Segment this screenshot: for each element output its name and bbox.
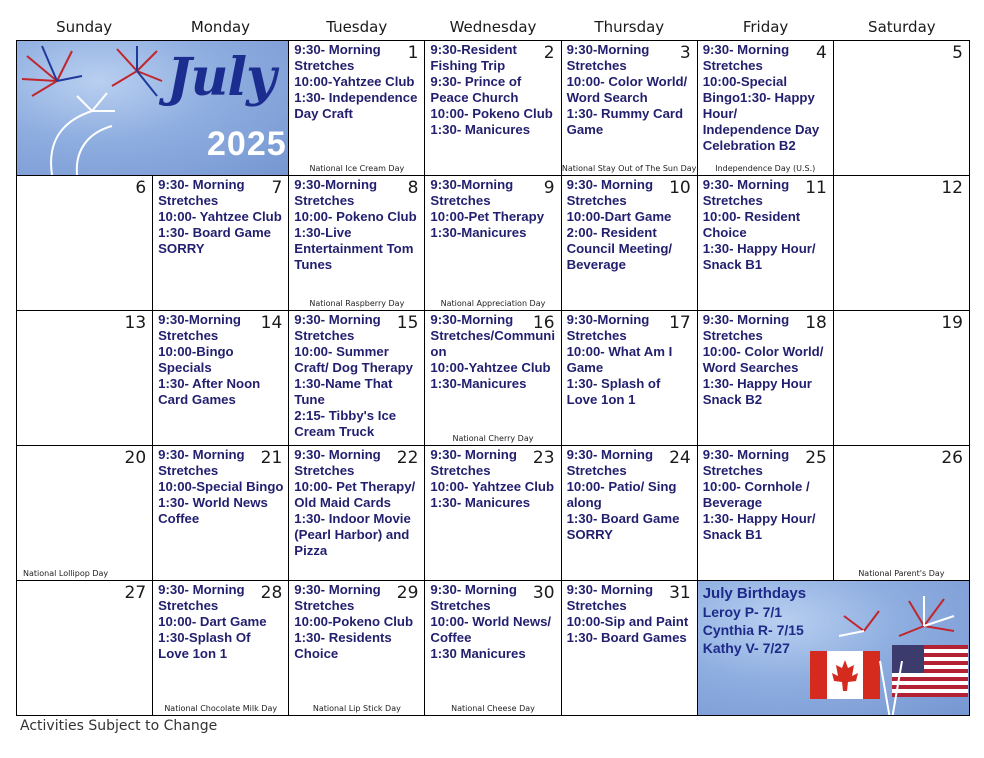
day-number: 9 (543, 178, 555, 198)
event-item: 9:30- Morning Stretches (430, 582, 517, 613)
birthday-entry: Cynthia R- 7/15 (702, 622, 804, 638)
day-number: 10 (669, 178, 691, 198)
event-item: 1:30 Manicures (430, 646, 526, 661)
day-cell-29 (289, 581, 425, 716)
day-number: 15 (396, 313, 419, 333)
day-cell-5 (834, 41, 970, 176)
event-item: 9:30- Morning Stretches (294, 447, 381, 478)
event-item: 9:30- Morning Stretches (702, 42, 790, 73)
event-item: 9:30- Morning Stretches (158, 582, 245, 613)
day-number: 21 (260, 448, 283, 468)
event-item: 9:30- Morning Stretches (566, 447, 654, 478)
event-item: 10:00- Color World/ Word Search (566, 74, 688, 105)
day-cell-21 (153, 446, 289, 581)
day-cell-9 (425, 176, 561, 311)
event-list (294, 42, 420, 122)
day-cell-13 (17, 311, 153, 446)
event-list (567, 582, 693, 646)
event-item: 10:00- Cornhole / Beverage (702, 479, 810, 510)
day-number: 20 (124, 448, 147, 468)
day-number: 11 (805, 178, 827, 198)
day-cell-4 (698, 41, 834, 176)
day-cell-10 (562, 176, 698, 311)
day-cell-3 (562, 41, 698, 176)
day-number: 18 (805, 313, 827, 333)
event-list (567, 312, 693, 408)
event-item: 1:30- Board Games (566, 630, 687, 645)
event-item: 1:30- Manicures (430, 495, 531, 510)
event-item: 9:30- Prince of Peace Church (430, 74, 522, 105)
day-cell-25 (698, 446, 834, 581)
weekday-sunday: Sunday (56, 18, 113, 36)
event-item: 1:30-Name That Tune (294, 376, 393, 407)
day-cell-19 (834, 311, 970, 446)
event-item: 1:30- World News Coffee (158, 495, 268, 526)
day-cell-24 (562, 446, 698, 581)
day-cell-12 (834, 176, 970, 311)
holiday-label: National Ice Cream Day (309, 164, 405, 173)
event-item: 10:00-Pet Therapy (430, 209, 545, 224)
day-number: 4 (816, 43, 827, 63)
event-list (430, 177, 556, 241)
event-list (294, 582, 420, 662)
event-item: 10:00-Bingo Specials (158, 344, 234, 375)
day-cell-1 (289, 41, 425, 176)
event-item: 1:30- After Noon Card Games (158, 376, 261, 407)
weekday-wednesday: Wednesday (449, 18, 537, 36)
day-cell-26 (834, 446, 970, 581)
day-cell-7 (153, 176, 289, 311)
event-item: 1:30- Happy Hour/ Snack B1 (702, 241, 816, 272)
event-item: 1:30- Board Game SORRY (566, 511, 680, 542)
birthdays-panel (698, 581, 970, 716)
day-number: 31 (669, 583, 691, 603)
event-list (158, 582, 284, 662)
day-number: 12 (941, 178, 963, 198)
event-item: 10:00-Yahtzee Club (430, 360, 551, 375)
event-list (158, 447, 284, 527)
event-item: 9:30- Morning Stretches (294, 312, 381, 343)
day-number: 29 (396, 583, 419, 603)
event-item: 10:00- Pokeno Club (430, 106, 553, 121)
event-item: 10:00- Yahtzee Club (158, 209, 282, 224)
event-item: 9:30-Morning Stretches (430, 177, 514, 208)
event-item: 1:30- Indoor Movie (Pearl Harbor) and Pizza (294, 511, 411, 558)
day-cell-20 (17, 446, 153, 581)
event-list (703, 312, 829, 408)
event-list (703, 177, 829, 273)
event-list (430, 582, 556, 662)
day-number: 1 (407, 43, 419, 63)
event-list (430, 42, 556, 138)
event-item: 1:30-Live Entertainment Tom Tunes (294, 225, 414, 272)
event-item: 9:30- Morning Stretches (566, 582, 654, 613)
holiday-label: National Lollipop Day (23, 569, 109, 578)
event-item: 2:00- Resident Council Meeting/ Beverage (566, 225, 673, 272)
event-list (567, 177, 693, 273)
birthday-entry: Leroy P- 7/1 (702, 604, 783, 620)
day-number: 5 (952, 43, 963, 63)
event-list (430, 312, 556, 392)
event-item: 10:00-Dart Game (566, 209, 672, 224)
day-cell-16 (425, 311, 561, 446)
day-number: 22 (396, 448, 419, 468)
holiday-label: National Stay Out of The Sun Day (561, 164, 697, 173)
day-number: 26 (941, 448, 963, 468)
event-list (703, 447, 829, 543)
event-item: 9:30- Morning Stretches (702, 447, 790, 478)
day-number: 3 (679, 43, 691, 63)
day-cell-2 (425, 41, 561, 176)
event-item: 9:30-Morning Stretches (294, 177, 378, 208)
month-banner (17, 41, 289, 176)
weekday-tuesday: Tuesday (326, 18, 388, 36)
calendar-grid (16, 40, 970, 716)
holiday-label: National Chocolate Milk Day (164, 704, 278, 713)
day-number: 19 (941, 313, 963, 333)
event-item: 10:00- Summer Craft/ Dog Therapy (294, 344, 413, 375)
event-item: 9:30-Morning Stretches/Communi on (430, 312, 555, 359)
weekday-saturday: Saturday (868, 18, 936, 36)
fireworks-icon (17, 41, 167, 175)
event-item: 10:00-Special Bingo1:30- Happy Hour/ Independence Day Celebration B2 (702, 74, 820, 153)
day-cell-23 (425, 446, 561, 581)
day-cell-31 (562, 581, 698, 716)
event-list (294, 177, 420, 273)
day-cell-22 (289, 446, 425, 581)
event-item: 10:00- Dart Game (158, 614, 267, 629)
event-item: 10:00- Color World/ Word Searches (702, 344, 824, 375)
day-number: 14 (260, 313, 283, 333)
event-list (703, 42, 829, 154)
day-cell-30 (425, 581, 561, 716)
event-item: 9:30- Morning Stretches (294, 42, 381, 73)
event-item: 9:30- Morning Stretches (702, 177, 790, 208)
event-item: 1:30- Happy Hour/ Snack B1 (702, 511, 816, 542)
event-item: 9:30-Morning Stretches (566, 312, 650, 343)
day-cell-18 (698, 311, 834, 446)
day-number: 23 (532, 448, 555, 468)
holiday-label: National Lip Stick Day (312, 704, 401, 713)
event-item: 1:30- Rummy Card Game (566, 106, 684, 137)
event-item: 1:30-Manicures (430, 376, 527, 391)
event-item: 10:00-Yahtzee Club (294, 74, 415, 89)
event-item: 9:30- Morning Stretches (430, 447, 517, 478)
weekday-thursday: Thursday (594, 18, 665, 36)
flag-pole-icon (876, 661, 906, 716)
day-number: 16 (532, 313, 555, 333)
day-number: 17 (669, 313, 691, 333)
event-item: 9:30- Morning Stretches (158, 447, 245, 478)
day-number: 27 (124, 583, 147, 603)
month-title: July (167, 47, 276, 108)
event-item: 9:30-Morning Stretches (566, 42, 650, 73)
event-item: 10:00-Sip and Paint (566, 614, 689, 629)
footer-note: Activities Subject to Change (20, 718, 218, 734)
day-cell-14 (153, 311, 289, 446)
day-number: 13 (124, 313, 147, 333)
birthdays-title: July Birthdays (702, 585, 807, 602)
event-item: 1:30- Residents Choice (294, 630, 392, 661)
holiday-label: Independence Day (U.S.) (715, 164, 816, 173)
day-number: 24 (669, 448, 691, 468)
day-number: 8 (407, 178, 419, 198)
event-item: 10:00-Special Bingo (158, 479, 284, 494)
event-item: 10:00- Pokeno Club (294, 209, 417, 224)
event-item: 1:30- Manicures (430, 122, 531, 137)
event-item: 1:30- Splash of Love 1on 1 (566, 376, 661, 407)
event-list (294, 312, 420, 440)
day-cell-8 (289, 176, 425, 311)
event-item: 10:00- Pet Therapy/ Old Maid Cards (294, 479, 416, 510)
event-item: 9:30-Resident Fishing Trip (430, 42, 517, 73)
event-item: 9:30- Morning Stretches (294, 582, 381, 613)
event-list (158, 177, 284, 257)
event-item: 1:30- Happy Hour Snack B2 (702, 376, 812, 407)
day-number: 30 (532, 583, 555, 603)
event-item: 10:00- What Am I Game (566, 344, 673, 375)
event-item: 10:00- Patio/ Sing along (566, 479, 677, 510)
canada-flag-icon (810, 651, 880, 703)
event-item: 2:15- Tibby's Ice Cream Truck (294, 408, 397, 439)
day-cell-28 (153, 581, 289, 716)
event-list (567, 42, 693, 138)
holiday-label: National Appreciation Day (440, 299, 546, 308)
event-list (158, 312, 284, 408)
day-cell-6 (17, 176, 153, 311)
day-cell-11 (698, 176, 834, 311)
day-cell-15 (289, 311, 425, 446)
event-list (430, 447, 556, 511)
event-item: 10:00- Yahtzee Club (430, 479, 555, 494)
day-cell-27 (17, 581, 153, 716)
day-number: 25 (805, 448, 827, 468)
event-item: 10:00- Resident Choice (702, 209, 801, 240)
event-list (294, 447, 420, 559)
event-item: 1:30-Manicures (430, 225, 527, 240)
day-number: 7 (271, 178, 283, 198)
event-item: 1:30-Splash Of Love 1on 1 (158, 630, 251, 661)
day-cell-17 (562, 311, 698, 446)
day-number: 6 (135, 178, 147, 198)
holiday-label: National Raspberry Day (309, 299, 405, 308)
event-item: 10:00-Pokeno Club (294, 614, 413, 629)
event-item: 10:00- World News/ Coffee (430, 614, 552, 645)
event-item: 9:30-Morning Stretches (158, 312, 241, 343)
year-title: 2025 (207, 125, 287, 163)
event-item: 9:30- Morning Stretches (158, 177, 245, 208)
event-list (567, 447, 693, 543)
event-item: 1:30- Independence Day Craft (294, 90, 418, 121)
weekday-friday: Friday (742, 18, 789, 36)
birthday-entry: Kathy V- 7/27 (702, 640, 790, 656)
holiday-label: National Cheese Day (451, 704, 535, 713)
weekday-monday: Monday (190, 18, 251, 36)
event-item: 9:30- Morning Stretches (702, 312, 790, 343)
weekday-header (16, 18, 970, 40)
holiday-label: National Parent's Day (858, 569, 945, 578)
day-number: 28 (260, 583, 283, 603)
birthdays-list (703, 585, 806, 657)
day-number: 2 (543, 43, 555, 63)
event-item: 9:30- Morning Stretches (566, 177, 654, 208)
event-item: 1:30- Board Game SORRY (158, 225, 272, 256)
holiday-label: National Cherry Day (452, 434, 534, 443)
